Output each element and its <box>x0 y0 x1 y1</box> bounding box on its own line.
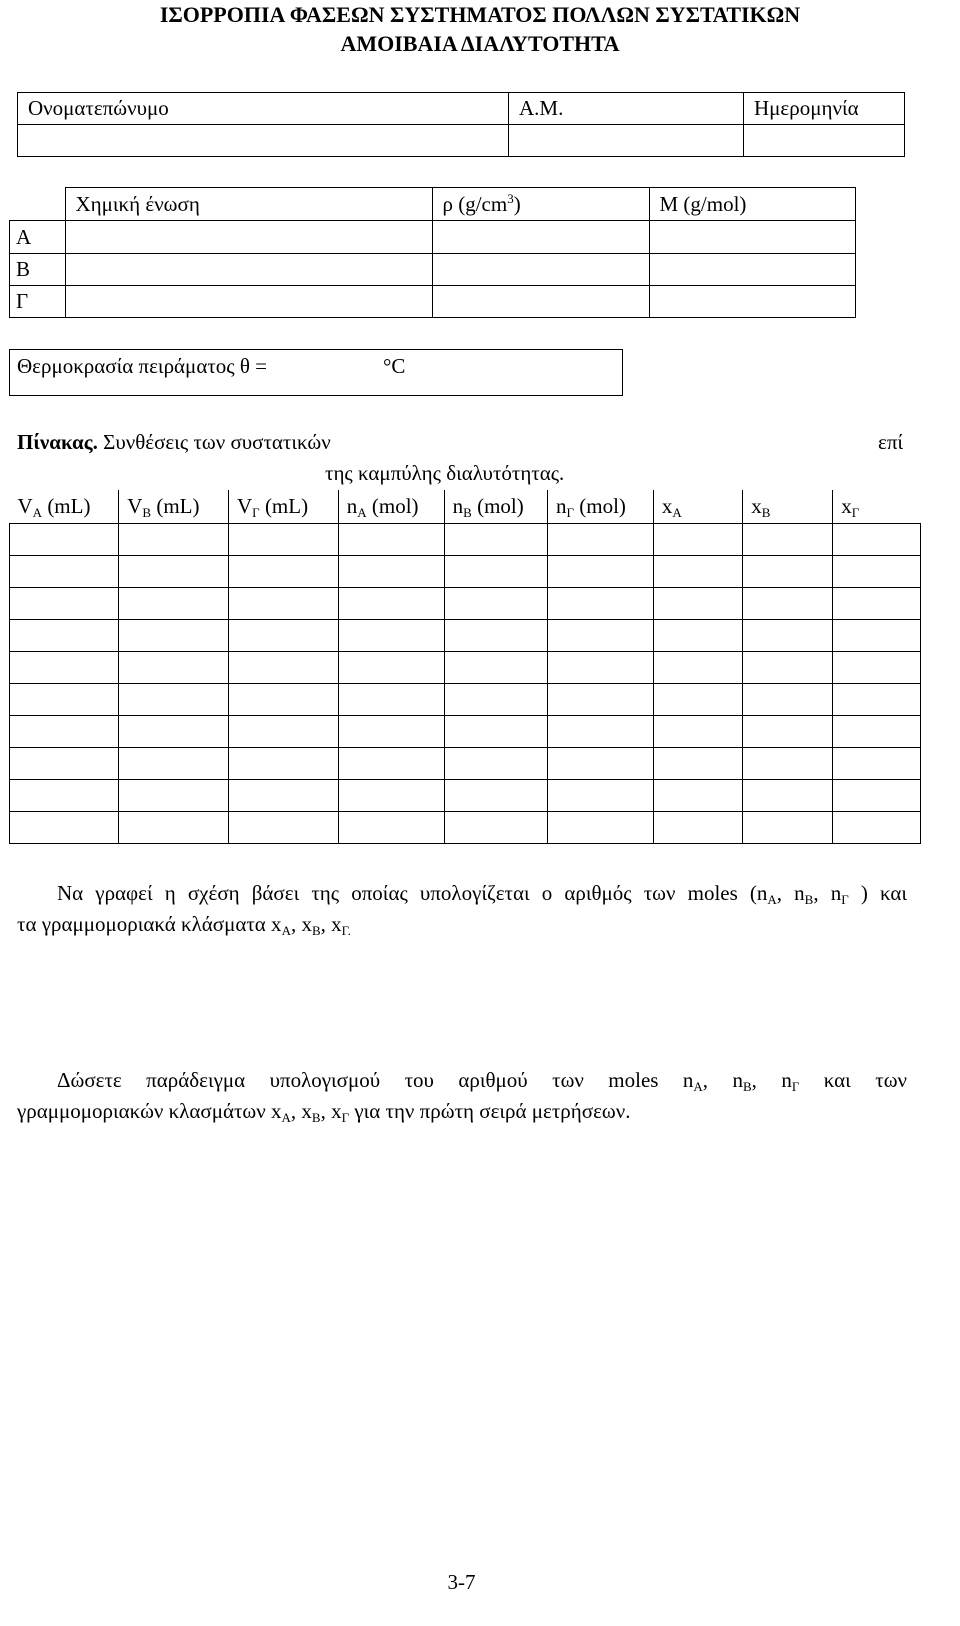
student-info-table <box>17 92 905 157</box>
table-row <box>10 651 921 683</box>
table-caption-line2: της καμπύλης διαλυτότητας. <box>325 461 565 485</box>
column-header-3: $n_A$ (mol) <box>338 490 444 523</box>
table-cell[interactable] <box>743 811 833 843</box>
table-cell[interactable] <box>338 555 444 587</box>
table-cell[interactable] <box>229 587 339 619</box>
compound-row-g: Γ <box>10 286 66 318</box>
column-header-7: $x_B$ <box>743 490 833 523</box>
table-cell[interactable] <box>444 555 547 587</box>
table-cell[interactable] <box>444 715 547 747</box>
table-cell[interactable] <box>653 747 742 779</box>
compound-b-name[interactable] <box>65 254 432 286</box>
table-cell[interactable] <box>10 619 119 651</box>
table-cell[interactable] <box>119 683 229 715</box>
table-cell[interactable] <box>338 619 444 651</box>
table-row <box>10 683 921 715</box>
table-cell[interactable] <box>444 523 547 555</box>
table-cell[interactable] <box>653 715 742 747</box>
compound-b-density[interactable] <box>432 254 649 286</box>
table-cell[interactable] <box>833 811 921 843</box>
table-cell[interactable] <box>119 651 229 683</box>
table-cell[interactable] <box>10 587 119 619</box>
table-cell[interactable] <box>229 651 339 683</box>
table-cell[interactable] <box>338 715 444 747</box>
am-label: Α.Μ. <box>509 93 744 125</box>
table-cell[interactable] <box>10 523 119 555</box>
table-row <box>10 747 921 779</box>
table-cell[interactable] <box>229 715 339 747</box>
table-row <box>10 779 921 811</box>
table-cell[interactable] <box>548 779 654 811</box>
table-cell[interactable] <box>229 747 339 779</box>
table-row <box>10 715 921 747</box>
column-header-4: $n_B$ (mol) <box>444 490 547 523</box>
density-header: ρ $(g/cm^3)$ <box>432 188 649 221</box>
table-caption: Πίνακας. Συνθέσεις των συστατικών <box>17 430 331 454</box>
date-label: Ημερομηνία <box>744 93 905 125</box>
molar-mass-header: Μ (g/mol) <box>649 188 856 221</box>
table-cell[interactable] <box>743 715 833 747</box>
table-cell[interactable] <box>119 811 229 843</box>
page-number: 3-7 <box>447 1570 476 1594</box>
table-cell[interactable] <box>833 747 921 779</box>
table-cell[interactable] <box>10 811 119 843</box>
table-cell[interactable] <box>119 587 229 619</box>
compound-g-name[interactable] <box>65 286 432 318</box>
table-cell[interactable] <box>10 715 119 747</box>
table-cell[interactable] <box>444 587 547 619</box>
table-cell[interactable] <box>338 587 444 619</box>
column-header-6: $x_A$ <box>653 490 742 523</box>
compound-b-molar-mass[interactable] <box>649 254 856 286</box>
table-cell[interactable] <box>10 683 119 715</box>
table-cell[interactable] <box>743 523 833 555</box>
table-cell[interactable] <box>743 619 833 651</box>
compound-g-molar-mass[interactable] <box>649 286 856 318</box>
table-row <box>10 619 921 651</box>
table-cell[interactable] <box>119 555 229 587</box>
table-cell[interactable] <box>833 587 921 619</box>
table-cell[interactable] <box>548 683 654 715</box>
table-cell[interactable] <box>10 555 119 587</box>
table-cell[interactable] <box>119 779 229 811</box>
table-cell[interactable] <box>338 651 444 683</box>
am-field[interactable] <box>509 125 744 157</box>
compound-g-density[interactable] <box>432 286 649 318</box>
table-cell[interactable] <box>444 683 547 715</box>
composition-table <box>9 490 921 844</box>
table-cell[interactable] <box>548 555 654 587</box>
compound-header: Χημική ένωση <box>65 188 432 221</box>
table-cell[interactable] <box>743 683 833 715</box>
table-cell[interactable] <box>229 683 339 715</box>
table-cell[interactable] <box>444 779 547 811</box>
table-cell[interactable] <box>229 523 339 555</box>
compound-table <box>9 187 856 318</box>
table-cell[interactable] <box>338 747 444 779</box>
column-header-1: $V_B$ (mL) <box>119 490 229 523</box>
compound-row-a: Α <box>10 221 66 254</box>
table-cell[interactable] <box>833 619 921 651</box>
table-cell[interactable] <box>653 523 742 555</box>
table-cell[interactable] <box>743 651 833 683</box>
table-cell[interactable] <box>119 715 229 747</box>
table-cell[interactable] <box>653 651 742 683</box>
instruction-paragraph-2: Δώσετε παράδειγμα υπολογισμού του αριθμού των moles $n_A$, $n_B$, $n_\Gamma$ και των γραμμομοριακών κλασμάτων $x_A$, $x_B$, $x_\Gamma$ για την πρώτη σειρά μετρήσεων. <box>17 1068 908 1125</box>
table-row <box>10 555 921 587</box>
table-cell[interactable] <box>833 555 921 587</box>
table-cell[interactable] <box>229 555 339 587</box>
table-cell[interactable] <box>833 523 921 555</box>
table-cell[interactable] <box>10 651 119 683</box>
table-cell[interactable] <box>548 523 654 555</box>
table-cell[interactable] <box>548 619 654 651</box>
temperature-label: Θερμοκρασία πειράματος θ = <box>17 354 267 378</box>
compound-a-name[interactable] <box>65 221 432 254</box>
table-cell[interactable] <box>743 779 833 811</box>
table-cell[interactable] <box>743 555 833 587</box>
column-header-5: $n_\Gamma$ (mol) <box>548 490 654 523</box>
table-cell[interactable] <box>653 555 742 587</box>
compound-row-b: Β <box>10 254 66 286</box>
table-cell[interactable] <box>653 619 742 651</box>
date-field[interactable] <box>744 125 905 157</box>
table-cell[interactable] <box>444 619 547 651</box>
column-header-0: $V_A$ (mL) <box>10 490 119 523</box>
table-cell[interactable] <box>119 747 229 779</box>
instruction-paragraph-1: Να γραφεί η σχέση βάσει της οποίας υπολογίζεται ο αριθμός των moles ($n_A$, $n_B$, $n_\Gamma$ ) και τα γραμμομοριακά κλάσματα $x_A$, $x_B$, $x_{\Gamma.}$ <box>17 881 908 938</box>
table-cell[interactable] <box>653 683 742 715</box>
table-row <box>10 587 921 619</box>
column-header-2: $V_\Gamma$ (mL) <box>229 490 339 523</box>
table-cell[interactable] <box>444 651 547 683</box>
table-cell[interactable] <box>653 587 742 619</box>
table-cell[interactable] <box>119 523 229 555</box>
table-cell[interactable] <box>119 619 229 651</box>
table-cell[interactable] <box>548 587 654 619</box>
table-cell[interactable] <box>833 651 921 683</box>
table-cell[interactable] <box>229 811 339 843</box>
table-cell[interactable] <box>548 651 654 683</box>
table-cell[interactable] <box>653 779 742 811</box>
table-cell[interactable] <box>338 779 444 811</box>
table-cell[interactable] <box>338 523 444 555</box>
table-cell[interactable] <box>833 683 921 715</box>
table-row <box>10 523 921 555</box>
table-cell[interactable] <box>10 747 119 779</box>
name-label: Ονοματεπώνυμο <box>18 93 509 125</box>
table-cell[interactable] <box>743 747 833 779</box>
compound-a-density[interactable] <box>432 221 649 254</box>
compound-a-molar-mass[interactable] <box>649 221 856 254</box>
table-cell[interactable] <box>548 811 654 843</box>
temperature-unit: °C <box>383 354 406 378</box>
document-subtitle: ΑΜΟΙΒΑΙΑ ΔΙΑΛΥΤΟΤΗΤΑ <box>340 31 620 56</box>
table-cell[interactable] <box>338 683 444 715</box>
table-cell[interactable] <box>229 779 339 811</box>
table-row <box>10 811 921 843</box>
table-cell[interactable] <box>548 747 654 779</box>
name-field[interactable] <box>18 125 509 157</box>
table-cell[interactable] <box>653 811 742 843</box>
table-cell[interactable] <box>10 779 119 811</box>
table-cell[interactable] <box>338 811 444 843</box>
table-cell[interactable] <box>444 811 547 843</box>
column-header-8: $x_\Gamma$ <box>833 490 921 523</box>
table-caption-right: επί <box>878 430 904 454</box>
table-cell[interactable] <box>229 619 339 651</box>
table-cell[interactable] <box>833 779 921 811</box>
table-cell[interactable] <box>548 715 654 747</box>
table-cell[interactable] <box>833 715 921 747</box>
document-title: ΙΣΟΡΡΟΠΙΑ ΦΑΣΕΩΝ ΣΥΣΤΗΜΑΤΟΣ ΠΟΛΛΩΝ ΣΥΣΤΑΤΙΚΩΝ <box>159 2 801 27</box>
table-cell[interactable] <box>743 587 833 619</box>
table-cell[interactable] <box>444 747 547 779</box>
